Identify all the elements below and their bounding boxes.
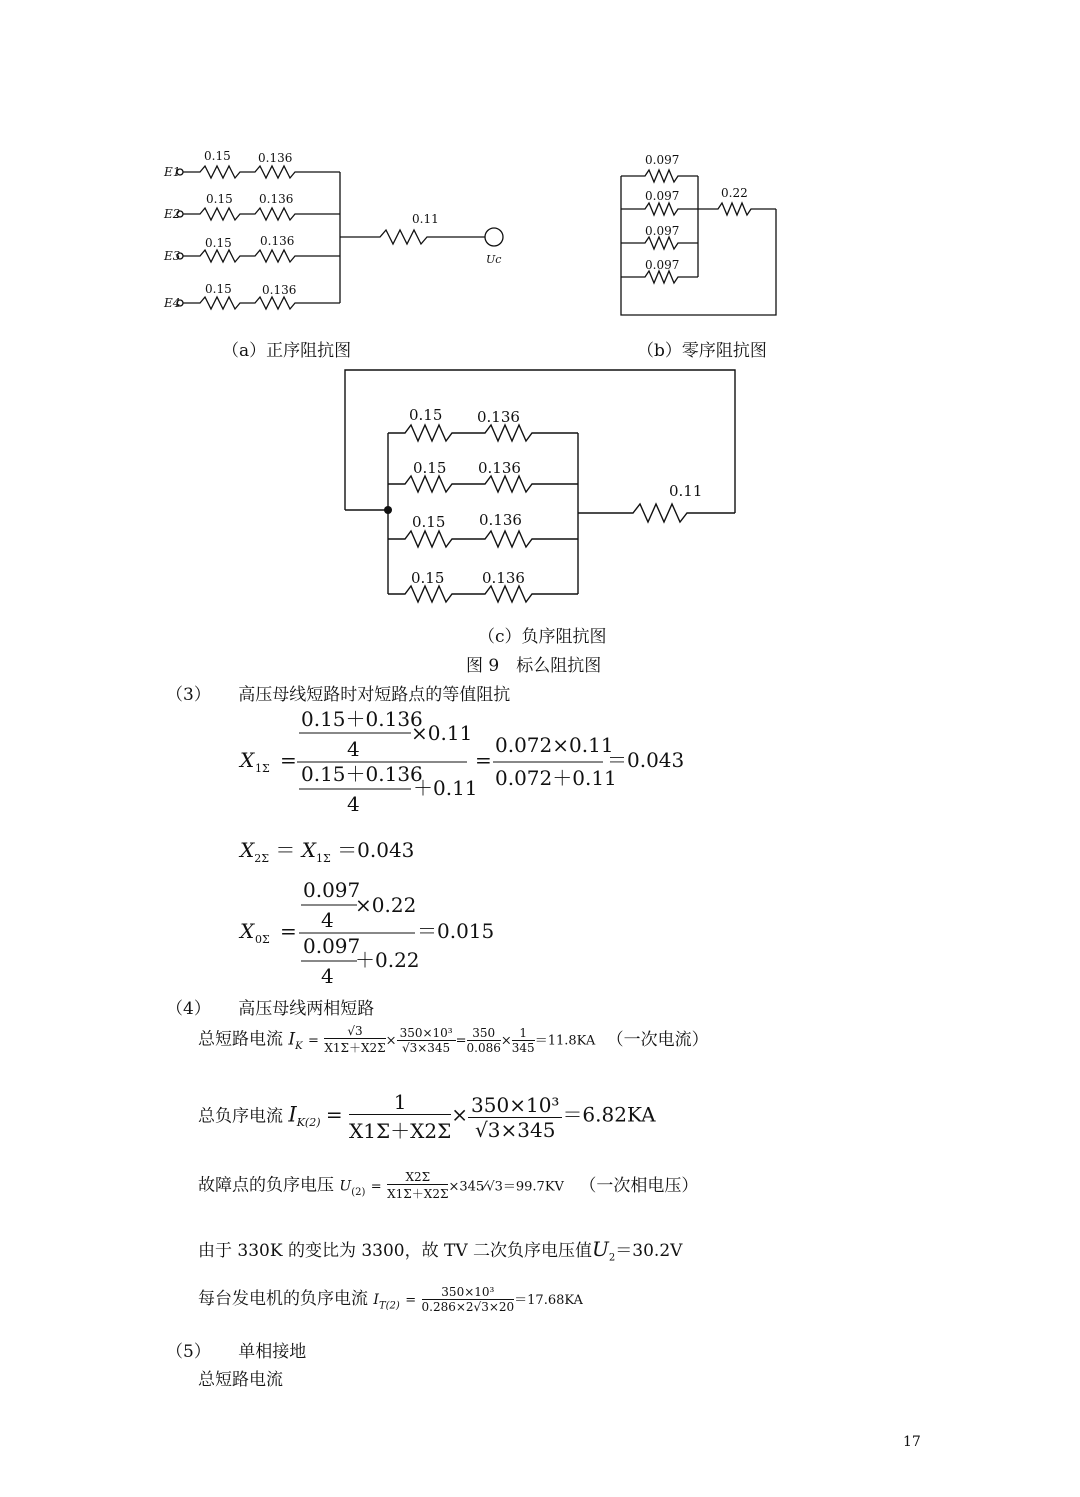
b-series-r: 0.22 xyxy=(721,186,748,200)
total-current-line: 总短路电流 $I_K$ = $\frac{√3}{X1\Sigma+X2\Sigma}$ × $\frac{\text{350×10³}}{√3\times 345}$ = $\frac{350}{0.086}$ × $\frac{1}{345}$ ＝11.8KA （一次电流） xyxy=(198,1024,709,1055)
section5-line: 总短路电流 xyxy=(198,1370,283,1390)
neg-voltage-tail: ×345⁄√3 xyxy=(448,1179,503,1195)
x1-subscript: 1Σ xyxy=(255,762,270,775)
gen-current-result: ＝17.68KA xyxy=(514,1293,583,1308)
total-current-note: （一次电流） xyxy=(606,1029,709,1050)
x0-subscript: 0Σ xyxy=(255,933,270,946)
figure-number-caption: 图 9 标么阻抗图 xyxy=(466,656,602,676)
tv-voltage-line xyxy=(198,1236,682,1263)
x0-bottom-inner-num: 0.097 xyxy=(303,934,361,958)
figure-a-caption: （a）正序阻抗图 xyxy=(222,341,352,361)
x2-symbol: X xyxy=(240,838,255,862)
neg-voltage-symbol: U xyxy=(339,1178,352,1195)
source-e1: E1 xyxy=(164,165,181,179)
c-branch3-r1: 0.15 xyxy=(412,513,446,531)
x0-top-mul: ×0.22 xyxy=(355,893,417,917)
section3-title: 高压母线短路时对短路点的等值阻抗 xyxy=(238,685,511,705)
section3-heading xyxy=(166,680,510,705)
neg-voltage-result: ＝99.7KV xyxy=(502,1179,564,1195)
total-current-frac2: $\frac{\text{350×10³}}{√3\times 345}$ xyxy=(397,1026,456,1055)
section5-heading xyxy=(166,1337,306,1362)
a-branch3-r1: 0.15 xyxy=(205,236,232,250)
x1-symbol: X xyxy=(240,748,255,772)
svg-text:=: = xyxy=(475,748,492,772)
x0-bottom-inner-den: 4 xyxy=(321,964,334,988)
a-branch4-r1: 0.15 xyxy=(205,282,232,296)
neg-voltage-label: 故障点的负序电压 xyxy=(198,1175,334,1196)
neg-voltage-line: 故障点的负序电压 $U_{(2)}$ = $\frac{X2\Sigma}{X1\Sigma+X2\Sigma}$ ×345⁄√3＝99.7KV （一次相电压） xyxy=(198,1170,699,1201)
figure-c-negative-sequence xyxy=(335,362,745,612)
x0-top-inner-num: 0.097 xyxy=(303,878,361,902)
tv-line-result: ＝30.2V xyxy=(615,1241,683,1261)
tv-line-symbol: U xyxy=(592,1237,609,1261)
c-branch1-r2: 0.136 xyxy=(477,408,520,426)
equation-x0-sigma xyxy=(235,875,515,990)
section4-title: 高压母线两相短路 xyxy=(238,999,375,1019)
neg-current-frac1: $\frac{1}{X1\Sigma+X2\Sigma}$ xyxy=(349,1090,452,1143)
b-branch1-r: 0.097 xyxy=(645,153,680,167)
x1-mid-den: 0.072＋0.11 xyxy=(495,766,617,790)
x1-bottom-inner-den: 4 xyxy=(347,792,360,816)
figure-b-caption: （b）零序阻抗图 xyxy=(637,341,767,361)
neg-current-label: 总负序电流 xyxy=(198,1106,283,1127)
a-branch2-r2: 0.136 xyxy=(259,192,294,206)
neg-current-subscript: K(2) xyxy=(296,1115,321,1129)
tv-line-text: 由于 330K 的变比为 3300，故 TV 二次负序电压值 xyxy=(198,1241,593,1261)
svg-text:=: = xyxy=(280,748,297,772)
neg-current-line: 总负序电流 $I_{K(2)}$ = $\frac{1}{X1\Sigma+X2\Sigma}$ × $\frac{\text{350×10³}}{√3\times 345}$ ＝6.82KA xyxy=(198,1090,656,1143)
total-current-frac3: $\frac{350}{0.086}$ xyxy=(466,1025,501,1055)
section5-number: （5） xyxy=(166,1342,211,1362)
x1-result: ＝0.043 xyxy=(607,748,685,772)
total-current-frac1: $\frac{√3}{X1\Sigma+X2\Sigma}$ xyxy=(324,1024,386,1055)
gen-current-frac: $\frac{\text{350×10³}}{0.286\times 2√3\times 20}$ xyxy=(421,1285,515,1314)
figure-b-zero-sequence xyxy=(615,150,785,320)
source-e2: E2 xyxy=(164,207,181,221)
c-branch4-r1: 0.15 xyxy=(411,569,445,587)
total-current-result: ＝11.8KA xyxy=(534,1033,596,1049)
x1-bottom-inner-num: 0.15＋0.136 xyxy=(301,762,423,786)
x1-mid-num: 0.072×0.11 xyxy=(495,733,614,757)
x1-bottom-add: ＋0.11 xyxy=(413,776,478,800)
equation-x1-sigma xyxy=(235,705,695,820)
section5-title: 单相接地 xyxy=(238,1342,307,1362)
neg-voltage-subscript: (2) xyxy=(351,1186,366,1198)
a-branch4-r2: 0.136 xyxy=(262,283,297,297)
x0-top-inner-den: 4 xyxy=(321,908,334,932)
c-branch4-r2: 0.136 xyxy=(482,569,525,587)
x2-rhs-symbol: X xyxy=(301,838,316,862)
gen-current-subscript: T(2) xyxy=(378,1300,400,1312)
neg-current-frac2: $\frac{\text{350×10³}}{√3\times 345}$ xyxy=(468,1093,562,1142)
a-branch2-r1: 0.15 xyxy=(206,192,233,206)
neg-current-result: ＝6.82KA xyxy=(562,1102,656,1127)
x0-bottom-add: ＋0.22 xyxy=(355,948,420,972)
page-number: 17 xyxy=(903,1434,921,1450)
x0-result: ＝0.015 xyxy=(417,919,495,943)
a-series-r: 0.11 xyxy=(412,212,439,226)
c-branch3-r2: 0.136 xyxy=(479,511,522,529)
neg-voltage-note: （一次相电压） xyxy=(579,1175,699,1196)
gen-current-label: 每台发电机的负序电流 xyxy=(198,1289,368,1309)
x2-rhs-subscript: 1Σ xyxy=(316,852,331,865)
b-branch2-r: 0.097 xyxy=(645,189,680,203)
c-branch1-r1: 0.15 xyxy=(409,406,443,424)
section4-heading xyxy=(166,994,374,1019)
c-branch2-r2: 0.136 xyxy=(478,459,521,477)
neg-current-symbol: I xyxy=(288,1102,297,1127)
equation-x2-sigma: $X_{2\Sigma} = X_{1\Sigma} =0.043$ xyxy=(240,838,415,865)
section3-number: （3） xyxy=(166,685,211,705)
source-e3: E3 xyxy=(164,249,181,263)
c-branch2-r1: 0.15 xyxy=(413,459,447,477)
total-current-frac4: $\frac{1}{345}$ xyxy=(511,1025,535,1055)
x2-result: ＝0.043 xyxy=(337,838,415,862)
a-branch1-r2: 0.136 xyxy=(258,151,293,165)
svg-text:=: = xyxy=(280,919,297,943)
total-current-subscript: K xyxy=(295,1040,303,1052)
a-branch3-r2: 0.136 xyxy=(260,234,295,248)
gen-current-symbol: I xyxy=(373,1292,379,1308)
x1-top-inner-num: 0.15＋0.136 xyxy=(301,707,423,731)
b-branch3-r: 0.097 xyxy=(645,224,680,238)
x0-symbol: X xyxy=(240,919,255,943)
source-e4: E4 xyxy=(164,296,181,310)
x2-subscript: 2Σ xyxy=(254,852,270,865)
figure-a-positive-sequence xyxy=(160,145,520,320)
neg-voltage-frac: $\frac{X2\Sigma}{X1\Sigma+X2\Sigma}$ xyxy=(387,1170,449,1201)
x1-top-mul: ×0.11 xyxy=(411,721,473,745)
a-branch1-r1: 0.15 xyxy=(204,149,231,163)
b-branch4-r: 0.097 xyxy=(645,258,680,272)
tv-line-subscript: 2 xyxy=(608,1252,616,1264)
gen-current-line: 每台发电机的负序电流 $I_{T(2)}$ = $\frac{\text{350×10³}}{0.286\times 2√3\times 20}$ ＝17.68KA xyxy=(198,1285,583,1314)
total-current-label: 总短路电流 xyxy=(198,1029,283,1050)
section4-number: （4） xyxy=(166,999,211,1019)
total-current-symbol: I xyxy=(288,1029,296,1050)
figure-c-caption: （c）负序阻抗图 xyxy=(478,627,607,647)
x1-top-inner-den: 4 xyxy=(347,737,360,761)
terminal-uc: Uc xyxy=(486,253,502,266)
c-series-r: 0.11 xyxy=(669,482,703,500)
